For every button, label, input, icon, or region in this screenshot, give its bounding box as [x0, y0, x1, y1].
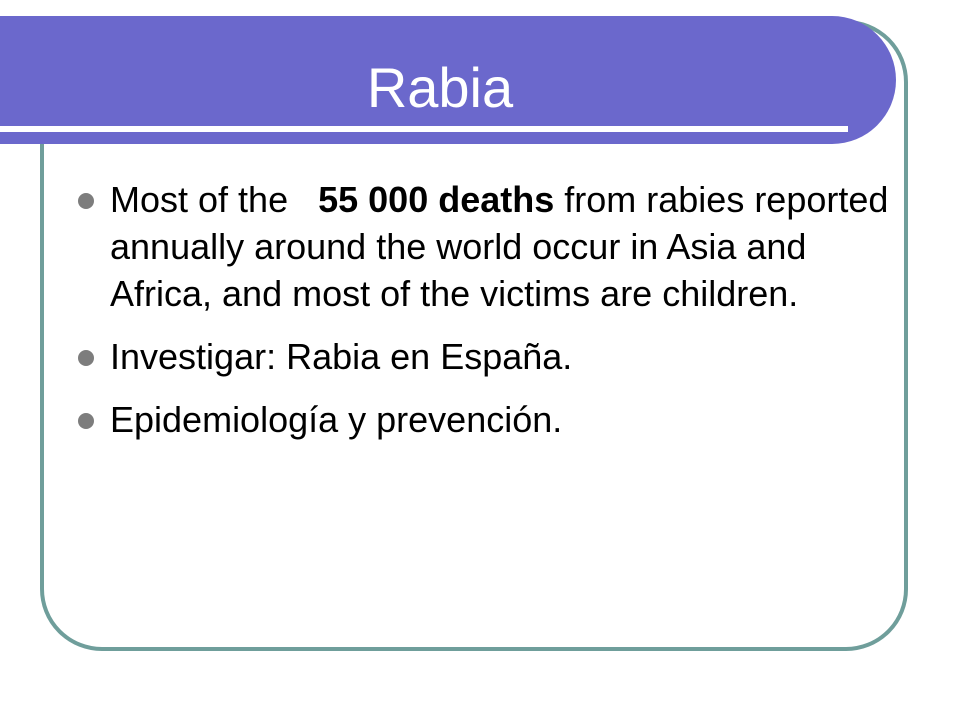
bullet-item: [72, 396, 902, 443]
bullet-text: Investigar: Rabia en España.: [110, 336, 573, 377]
bullet-text: Epidemiología y prevención.: [110, 399, 563, 440]
title-bar: [0, 16, 896, 144]
bullet-item: [72, 176, 902, 317]
bullet-list: [72, 176, 902, 459]
slide-title: Rabia: [366, 56, 514, 119]
title-underline: [0, 126, 848, 132]
bullet-text-emphasis: 55 000 deaths: [318, 179, 555, 220]
bullet-text-end: from rabies reported annually around the world occur in Asia and Africa, and most of the victims are children.: [110, 179, 889, 314]
bullet-dot-icon: [78, 193, 94, 209]
bullet-text-gap: [288, 179, 318, 220]
bullet-text-start: Most of the: [110, 179, 289, 220]
bullet-dot-icon: [78, 413, 94, 429]
bullet-dot-icon: [78, 350, 94, 366]
bullet-item: [72, 333, 902, 380]
